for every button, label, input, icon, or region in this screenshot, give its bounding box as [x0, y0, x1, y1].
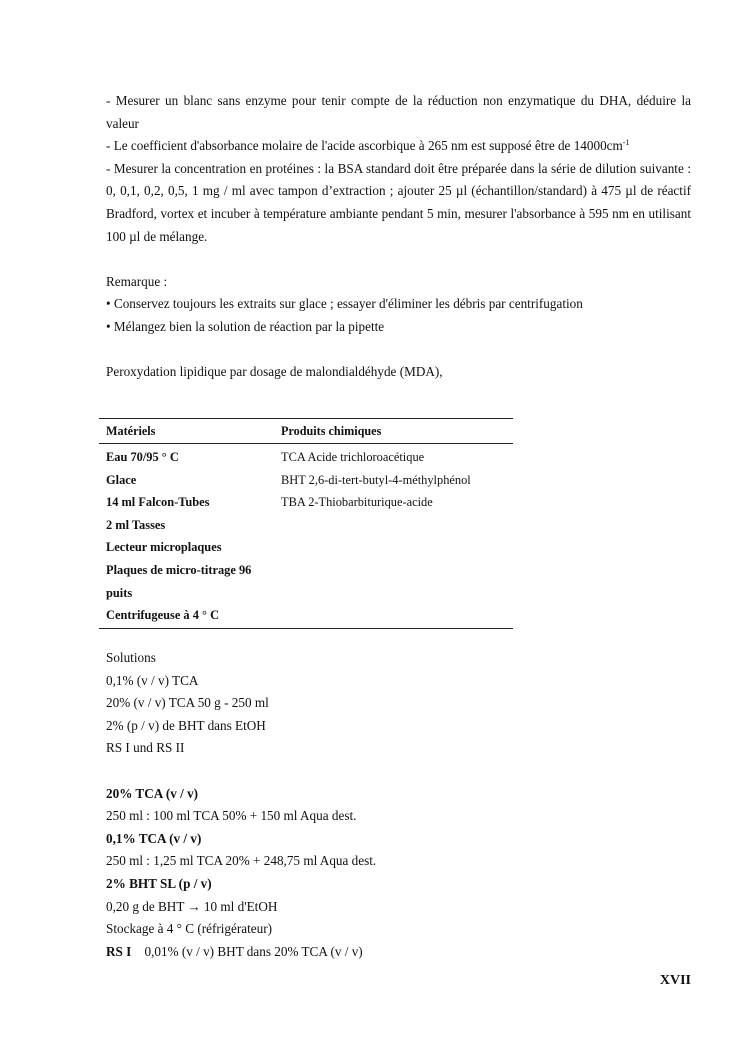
table-cell: Lecteur microplaques: [106, 540, 222, 555]
bht-title: 2% BHT SL (p / v): [106, 875, 212, 891]
mda-title: Peroxydation lipidique par dosage de malondialdéhyde (MDA),: [106, 364, 443, 380]
solutions-title: Solutions: [106, 650, 156, 665]
remarque-item: • Conservez toujours les extraits sur glace ; essayer d'éliminer les débris par centrifugation: [106, 296, 583, 312]
table-header: [99, 419, 513, 444]
intro-paragraph-2-text: - Le coefficient d'absorbance molaire de l'acide ascorbique à 265 nm est supposé être de 14000cm: [106, 138, 623, 154]
tca20-title: 20% TCA (v / v): [106, 785, 199, 801]
rs1-line: [106, 941, 691, 964]
produits-column: [281, 446, 513, 627]
rs1-text: 0,01% (v / v) BHT dans 20% TCA (v / v): [144, 943, 363, 959]
header-produits: Produits chimiques: [281, 423, 382, 438]
table-cell: Eau 70/95 ° C: [106, 450, 179, 464]
solution-item: 20% (v / v) TCA 50 g - 250 ml: [106, 695, 269, 711]
table-cell: BHT 2,6-di-tert-butyl-4-méthylphénol: [281, 472, 471, 487]
table-body: [99, 444, 513, 627]
rs1-label: RS I: [106, 943, 132, 959]
table-cell: Glace: [106, 472, 137, 487]
solution-item: 2% (p / v) de BHT dans EtOH: [106, 717, 266, 733]
intro-paragraph-1: - Mesurer un blanc sans enzyme pour tenir compte de la réduction non enzymatique du DHA, déduire la valeur: [106, 93, 691, 131]
intro-paragraph-3: - Mesurer la concentration en protéines : la BSA standard doit être préparée dans la série de dilution suivante : 0, 0,1, 0,2, 0,5, 1 mg / ml avec tampon d’extraction ; ajouter 25 µl (échantillon/standard) à 475 µl de réactif Bradford, vortex et incuber à température ambiante pendant 5 min, mesurer l'absorbance à 595 nm en utilisant 100 µl de mélange.: [106, 160, 691, 244]
table-cell: puits: [106, 585, 133, 600]
table-cell: Plaques de micro-titrage 96: [106, 562, 252, 577]
tca20-line: 250 ml : 100 ml TCA 50% + 150 ml Aqua dest.: [106, 808, 357, 824]
solution-item: 0,1% (v / v) TCA: [106, 672, 199, 688]
table-cell: 2 ml Tasses: [106, 517, 166, 532]
materiels-column: [99, 446, 281, 627]
solution-item: RS I und RS II: [106, 740, 185, 756]
tca01-title: 0,1% TCA (v / v): [106, 830, 202, 846]
page-body: [106, 90, 691, 384]
table-cell: Centrifugeuse à 4 ° C: [106, 608, 220, 623]
solutions-section: [106, 647, 691, 963]
header-materiels: Matériels: [106, 423, 156, 438]
page-number: XVII: [659, 973, 691, 988]
remarque-title: Remarque :: [106, 273, 168, 289]
table-cell: 14 ml Falcon-Tubes: [106, 495, 210, 510]
bht-line-1: 0,20 g de BHT → 10 ml d'EtOH: [106, 898, 278, 914]
remarque-item: • Mélangez bien la solution de réaction par la pipette: [106, 318, 385, 334]
bht-line-2: Stockage à 4 ° C (réfrigérateur): [106, 921, 273, 937]
superscript: -1: [622, 138, 630, 148]
table-cell: TCA Acide trichloroacétique: [281, 450, 425, 464]
intro-paragraph-2: [106, 135, 691, 158]
table-cell: TBA 2-Thiobarbiturique-acide: [281, 495, 433, 510]
materials-table: [99, 418, 513, 629]
tca01-line: 250 ml : 1,25 ml TCA 20% + 248,75 ml Aqua dest.: [106, 853, 377, 869]
